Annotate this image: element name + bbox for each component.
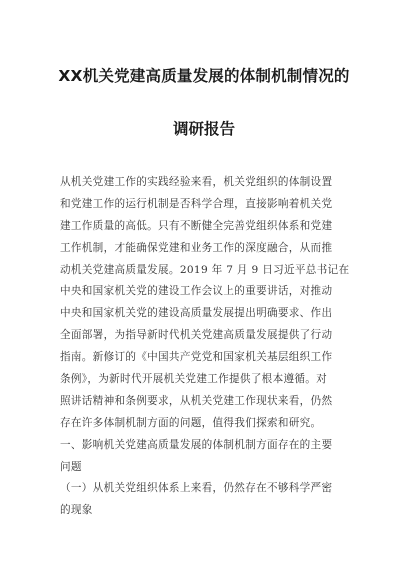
section-heading-continued: 问题 — [60, 460, 82, 473]
body-line: 工作机制，才能确保党建和业务工作的深度融合，从而推 — [60, 241, 333, 254]
body-line: 存在许多体制机制方面的问题，值得我们探索和研究。 — [60, 416, 322, 429]
document-title: XX机关党建高质量发展的体制机制情况的 — [58, 67, 350, 85]
section-heading: 一、影响机关党建高质量发展的体制机制方面存在的主要 — [60, 438, 333, 451]
body-line: 从机关党建工作的实践经验来看，机关党组织的体制设置 — [60, 176, 333, 188]
body-line: 全面部署，为指导新时代机关党建高质量发展提供了行动 — [60, 329, 333, 342]
subsection-heading: （一）从机关党组织体系上来看，仍然存在不够科学严密 — [60, 482, 333, 495]
subsection-heading-continued: 的现象 — [60, 504, 93, 517]
body-line: 动机关党建高质量发展。2019 年 7 月 9 日习近平总书记在 — [60, 263, 350, 276]
body-line: 中央和国家机关党的建设高质量发展提出明确要求、作出 — [60, 307, 333, 320]
body-line: 中央和国家机关党的建设工作会议上的重要讲话，对推动 — [60, 285, 333, 298]
body-line: 建工作质量的高低。只有不断健全完善党组织体系和党建 — [60, 219, 333, 232]
body-line: 条例》，为新时代开展机关党建工作提供了根本遵循。对 — [60, 373, 328, 386]
body-line: 指南。新修订的《中国共产党党和国家机关基层组织工作 — [60, 351, 333, 364]
document-body — [60, 172, 360, 522]
document-title-continued: 调研报告 — [172, 120, 235, 138]
body-line: 照讲话精神和条例要求，从机关党建工作现状来看，仍然 — [60, 394, 333, 407]
body-line: 和党建工作的运行机制是否科学合理，直接影响着机关党 — [60, 197, 333, 210]
